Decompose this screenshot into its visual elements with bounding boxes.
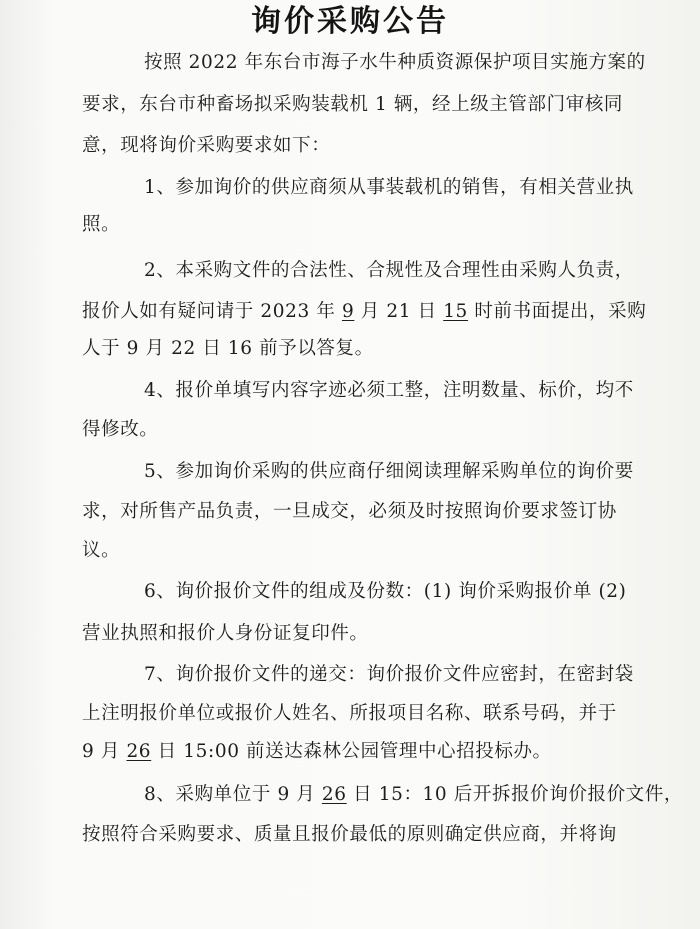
item-7-text-a: 9 月 [82,741,127,762]
item-2-text-c: 时前书面提出，采购 [467,301,647,322]
item-1-line-2: 照。 [82,214,121,235]
item-7-text-b: 日 15:00 前送达森林公园管理中心招投标办。 [151,741,552,762]
item-6-line-2: 营业执照和报价人身份证复印件。 [82,623,369,644]
item-2-month: 9 [341,301,355,322]
item-7-day: 26 [126,741,152,762]
item-2-hour: 15 [443,301,468,322]
item-1-line-1: 1、参加询价的供应商须从事装载机的销售，有相关营业执 [144,177,634,198]
item-7-line-1: 7、询价报价文件的递交：询价报价文件应密封，在密封袋 [144,664,634,685]
item-5-line-2: 求，对所售产品负责，一旦成交，必须及时按照询价要求签订协 [82,501,617,522]
item-2-line-2 [82,297,672,327]
item-6-line-1: 6、询价报价文件的组成及份数：(1) 询价采购报价单 (2) [144,581,627,602]
item-2-text-b: 月 21 日 [354,301,444,322]
item-8-line-1 [144,780,683,810]
intro-line-3: 意，现将询价采购要求如下： [82,135,331,156]
item-4-line-1: 4、报价单填写内容字迹必须工整，注明数量、标价，均不 [144,380,634,401]
item-4-line-2: 得修改。 [82,419,159,440]
item-7-line-2: 上注明报价单位或报价人姓名、所报项目名称、联系号码，并于 [82,703,617,724]
item-2-line-1: 2、本采购文件的合法性、合规性及合理性由采购人负责， [144,260,634,281]
item-8-text-b: 日 15：10 后开拆报价询价报价文件， [346,784,683,805]
item-8-text-a: 8、采购单位于 9 月 [144,784,322,805]
intro-line-1: 按照 2022 年东台市海子水牛种质资源保护项目实施方案的 [144,52,646,73]
item-2-line-3: 人于 9 月 22 日 16 前予以答复。 [82,338,374,359]
notice-title: 询价采购公告 [251,4,449,39]
intro-line-2: 要求，东台市种畜场拟采购装载机 1 辆，经上级主管部门审核同 [82,94,624,115]
item-8-line-2: 按照符合采购要求、质量且报价最低的原则确定供应商，并将询 [82,824,617,845]
item-2-text-a: 报价人如有疑问请于 2023 年 [82,301,342,322]
item-5-line-3: 议。 [82,540,121,561]
item-5-line-1: 5、参加询价采购的供应商仔细阅读理解采购单位的询价要 [144,461,634,482]
item-7-line-3 [82,737,672,767]
item-8-day: 26 [321,784,347,805]
